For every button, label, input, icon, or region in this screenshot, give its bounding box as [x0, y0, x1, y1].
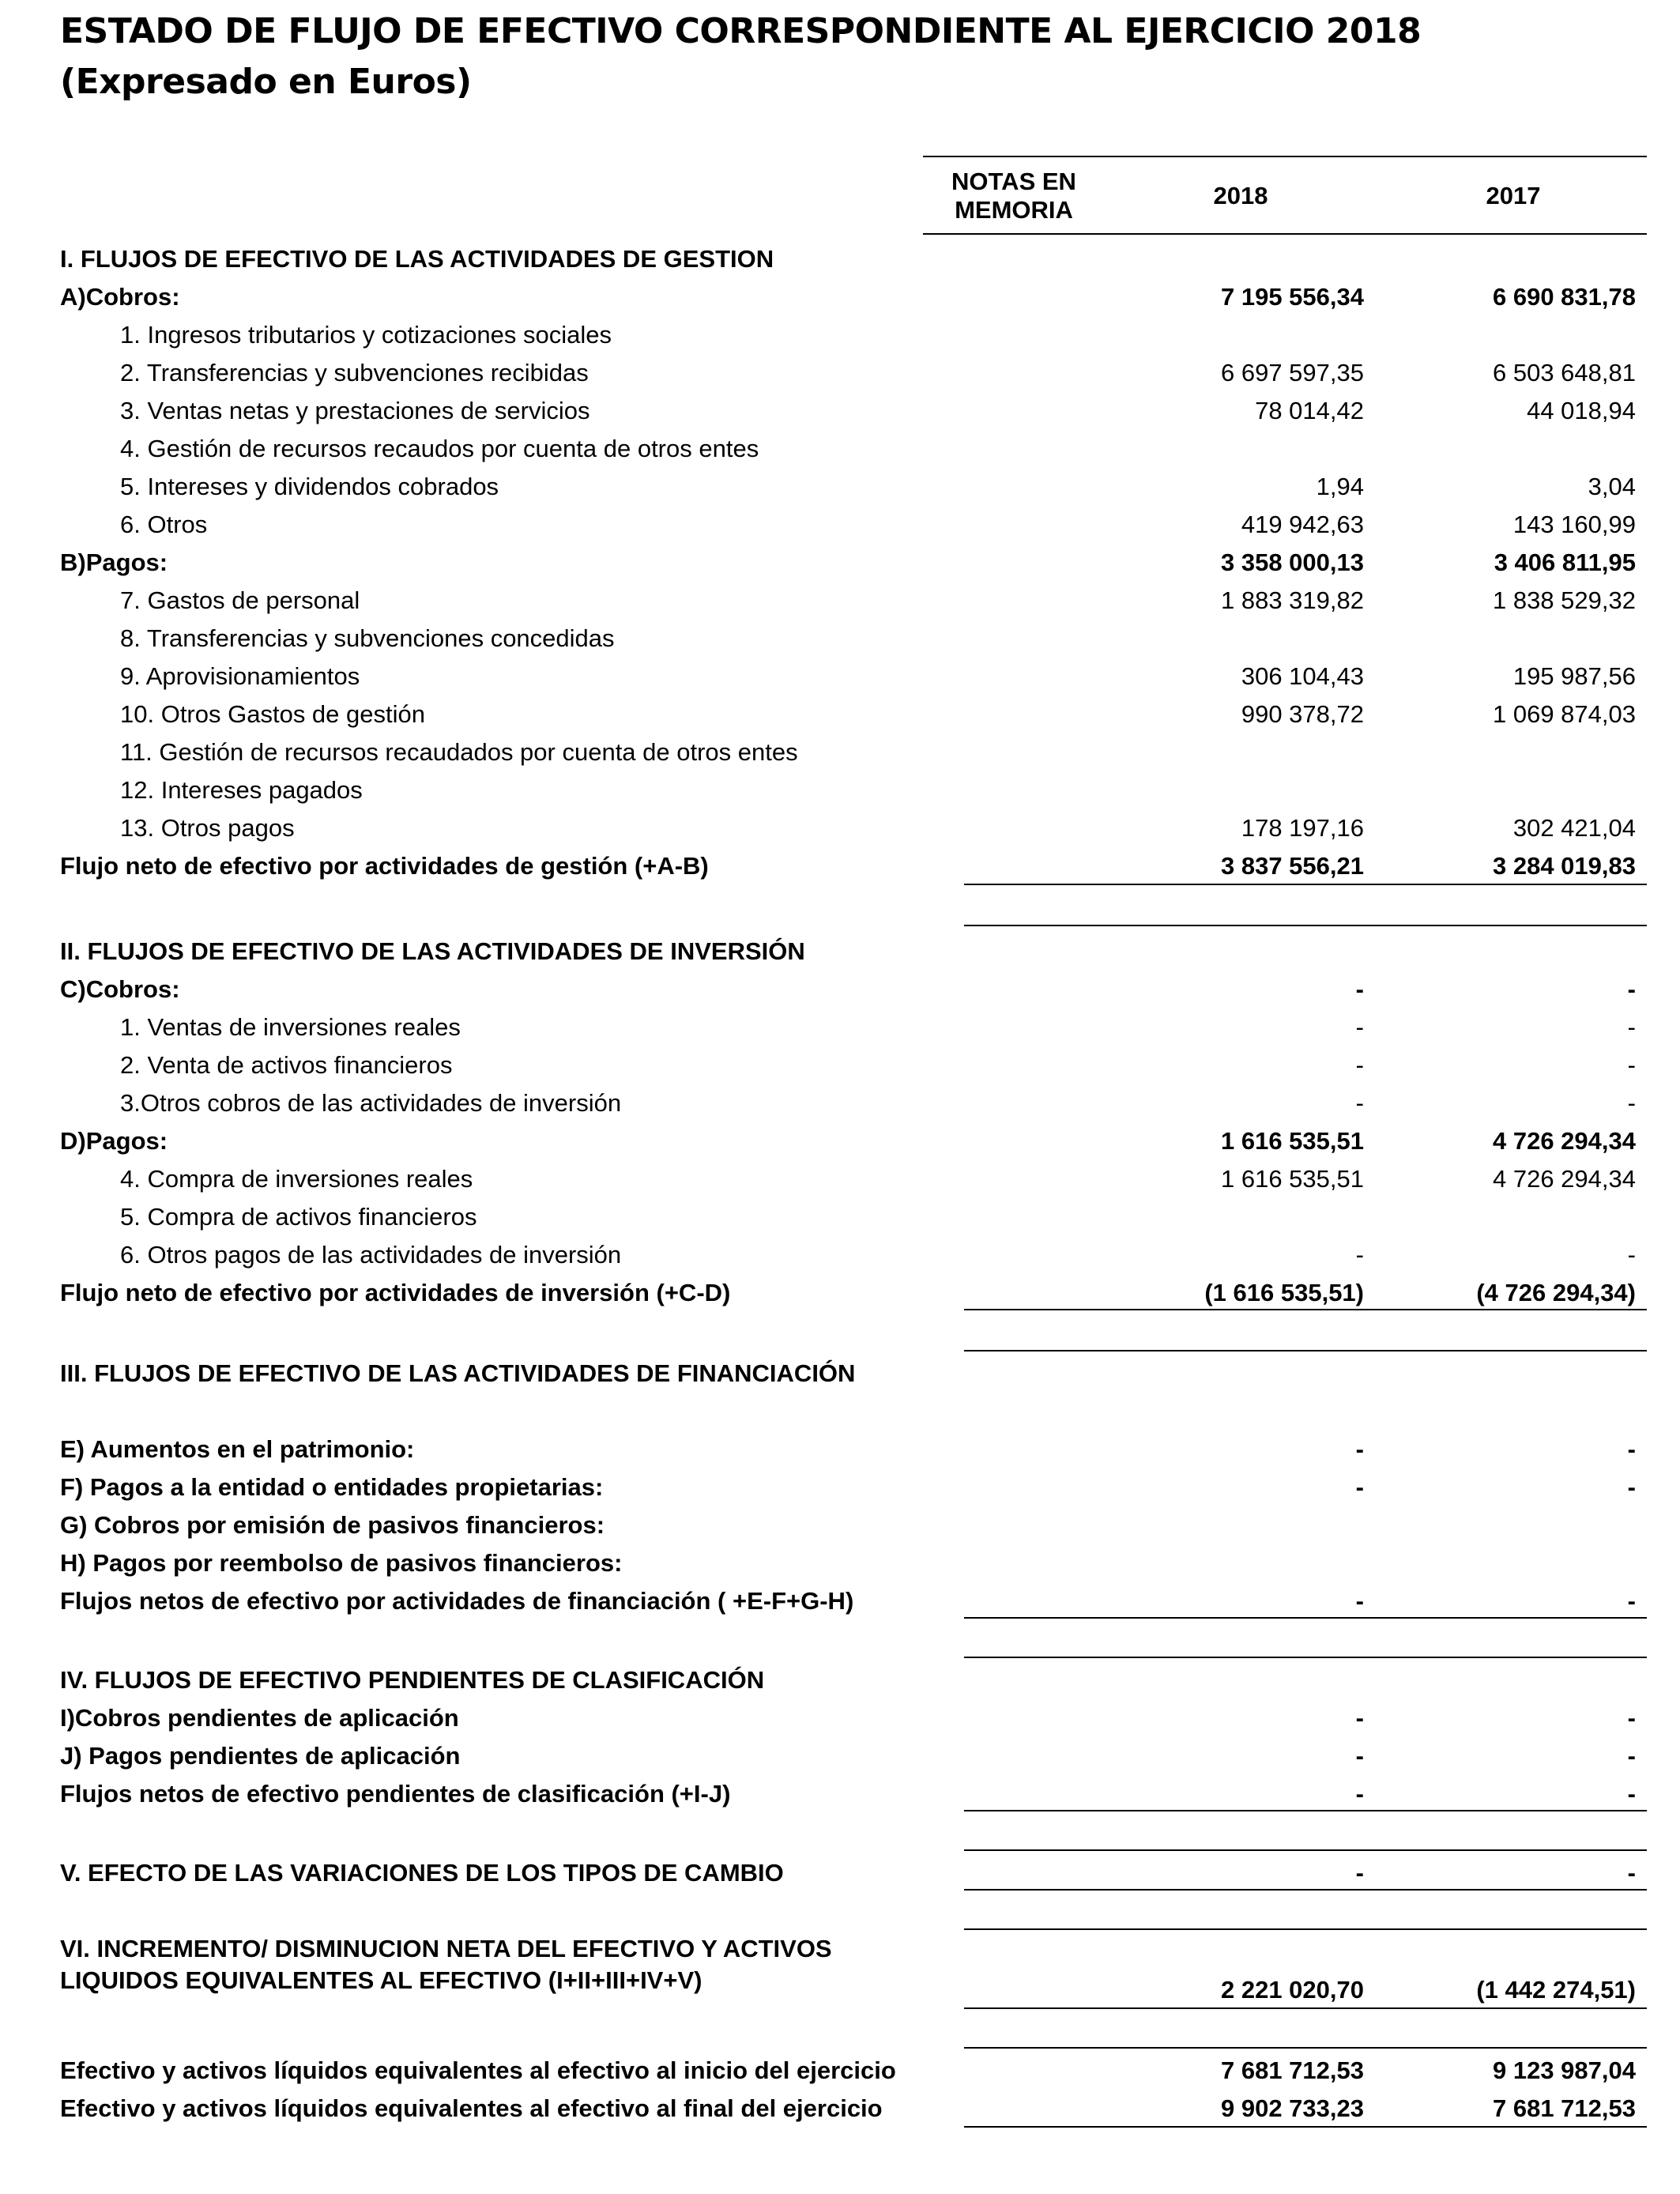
value-2018: 178 197,16: [1241, 814, 1364, 842]
net-change-row: [0, 1933, 1680, 2009]
value-2017: -: [1627, 1013, 1636, 1041]
row-label: 4. Compra de inversiones reales: [120, 1165, 473, 1193]
row-label: D)Pagos:: [60, 1127, 168, 1155]
value-2017: (1 442 274,51): [1476, 1976, 1636, 2004]
final-rule: [964, 2126, 1647, 2128]
statement-row: [0, 240, 1680, 278]
statement-row: [0, 506, 1680, 544]
row-label: 1. Ventas de inversiones reales: [120, 1013, 461, 1041]
statement-row: [0, 933, 1680, 971]
value-2017: -: [1627, 975, 1636, 1003]
value-2018: -: [1355, 1780, 1364, 1808]
notes-header-line-1: NOTAS EN: [951, 168, 1076, 195]
title-line-2: (Expresado en Euros): [60, 62, 472, 102]
statement-row: [0, 696, 1680, 733]
value-2018: 1 616 535,51: [1220, 1127, 1364, 1155]
value-2018: -: [1355, 1435, 1364, 1463]
row-label: G) Cobros por emisión de pasivos financieros:: [60, 1511, 605, 1539]
value-2018: 3 837 556,21: [1220, 852, 1364, 880]
value-2018: 2 221 020,70: [1220, 1976, 1364, 2004]
row-label-line-2: LIQUIDOS EQUIVALENTES AL EFECTIVO (I+II+III+IV+V): [60, 1966, 703, 1994]
statement-row: [0, 430, 1680, 468]
value-2017: 44 018,94: [1527, 397, 1636, 424]
statement-row: [0, 1661, 1680, 1699]
statement-row: [0, 809, 1680, 847]
row-label: 6. Otros pagos de las actividades de inversión: [120, 1241, 622, 1269]
row-label: V. EFECTO DE LAS VARIACIONES DE LOS TIPOS DE CAMBIO: [60, 1859, 784, 1887]
row-label: B)Pagos:: [60, 548, 168, 576]
row-label: 13. Otros pagos: [120, 814, 295, 842]
row-label: 3. Ventas netas y prestaciones de servicios: [120, 397, 590, 424]
notes-header-line-2: MEMORIA: [955, 196, 1073, 224]
value-2017: -: [1627, 1780, 1636, 1808]
value-2017: -: [1627, 1241, 1636, 1269]
row-label: Flujos netos de efectivo pendientes de clasificación (+I-J): [60, 1780, 731, 1808]
row-label: 6. Otros: [120, 511, 208, 538]
row-label: E) Aumentos en el patrimonio:: [60, 1435, 415, 1463]
statement-row: [0, 971, 1680, 1008]
statement-row: [0, 1084, 1680, 1122]
row-label: 12. Intereses pagados: [120, 776, 363, 804]
row-label: J) Pagos pendientes de aplicación: [60, 1742, 461, 1770]
subtotal-rule: [964, 1889, 1647, 1891]
row-label: H) Pagos por reembolso de pasivos financieros:: [60, 1549, 623, 1577]
value-2018: (1 616 535,51): [1204, 1279, 1364, 1306]
row-label: IV. FLUJOS DE EFECTIVO PENDIENTES DE CLASIFICACIÓN: [60, 1666, 765, 1694]
row-label: 9. Aprovisionamientos: [120, 662, 360, 690]
section-rule: [964, 2047, 1647, 2049]
row-label: Efectivo y activos líquidos equivalentes al efectivo al final del ejercicio: [60, 2094, 883, 2122]
statement-row: [0, 1122, 1680, 1160]
value-2018: 1 616 535,51: [1220, 1165, 1364, 1193]
section-rule: [964, 1657, 1647, 1658]
value-2018: 1 883 319,82: [1220, 586, 1364, 614]
statement-row: [0, 354, 1680, 392]
row-label-line-1: VI. INCREMENTO/ DISMINUCION NETA DEL EFECTIVO Y ACTIVOS: [60, 1935, 832, 1962]
value-2017: 6 503 648,81: [1492, 359, 1636, 386]
subtotal-row: [0, 1582, 1680, 1620]
row-label: 10. Otros Gastos de gestión: [120, 700, 425, 728]
section-rule: [964, 1350, 1647, 1351]
value-2017: -: [1627, 1435, 1636, 1463]
value-2018: -: [1355, 1742, 1364, 1770]
value-2017: 1 069 874,03: [1492, 700, 1636, 728]
value-2017: 9 123 987,04: [1492, 2056, 1636, 2084]
statement-row: [0, 620, 1680, 658]
statement-row: [0, 1544, 1680, 1582]
header-bottom-rule: [923, 233, 1647, 235]
statement-row: [0, 1699, 1680, 1737]
header-top-rule: [923, 156, 1647, 157]
value-2018: -: [1355, 1241, 1364, 1269]
row-label: 5. Intereses y dividendos cobrados: [120, 473, 499, 500]
subtotal-rule: [964, 1309, 1647, 1310]
statement-row: [0, 544, 1680, 582]
row-label: III. FLUJOS DE EFECTIVO DE LAS ACTIVIDADES DE FINANCIACIÓN: [60, 1359, 856, 1387]
value-2018: -: [1355, 1704, 1364, 1732]
row-label: I)Cobros pendientes de aplicación: [60, 1704, 459, 1732]
document-title: [60, 6, 1421, 107]
statement-row: [0, 278, 1680, 316]
year-2018-header: 2018: [1213, 182, 1268, 209]
value-2018: 419 942,63: [1241, 511, 1364, 538]
section-rule: [964, 1849, 1647, 1851]
statement-row: [0, 392, 1680, 430]
statement-row: [0, 1236, 1680, 1274]
section-rule: [964, 1928, 1647, 1930]
section-rule: [964, 925, 1647, 926]
statement-row: [0, 2090, 1680, 2128]
subtotal-row: [0, 847, 1680, 885]
year-2017-header: 2017: [1486, 182, 1541, 209]
subtotal-rule: [964, 1617, 1647, 1619]
value-2017: 6 690 831,78: [1492, 283, 1636, 311]
subtotal-row: [0, 1775, 1680, 1813]
value-2018: 7 195 556,34: [1220, 283, 1364, 311]
row-label: 3.Otros cobros de las actividades de inversión: [120, 1089, 622, 1117]
value-2017: -: [1627, 1859, 1636, 1887]
row-label: 1. Ingresos tributarios y cotizaciones sociales: [120, 321, 612, 349]
statement-row: [0, 1008, 1680, 1046]
value-2017: 195 987,56: [1512, 662, 1636, 690]
row-label: C)Cobros:: [60, 975, 180, 1003]
value-2018: -: [1355, 1089, 1364, 1117]
row-label: F) Pagos a la entidad o entidades propietarias:: [60, 1473, 604, 1501]
statement-row: [0, 1737, 1680, 1775]
row-label: 2. Transferencias y subvenciones recibidas: [120, 359, 589, 386]
value-2017: 143 160,99: [1512, 511, 1636, 538]
statement-row: [0, 582, 1680, 620]
statement-row: [0, 1506, 1680, 1544]
subtotal-rule: [964, 884, 1647, 885]
value-2018: 306 104,43: [1241, 662, 1364, 690]
value-2018: 7 681 712,53: [1220, 2056, 1364, 2084]
value-2017: -: [1627, 1742, 1636, 1770]
row-label: II. FLUJOS DE EFECTIVO DE LAS ACTIVIDADES DE INVERSIÓN: [60, 937, 805, 965]
value-2017: -: [1627, 1473, 1636, 1501]
statement-row: [0, 316, 1680, 354]
statement-row: [0, 658, 1680, 696]
value-2017: 3 284 019,83: [1492, 852, 1636, 880]
value-2018: 3 358 000,13: [1220, 548, 1364, 576]
row-label: 2. Venta de activos financieros: [120, 1051, 453, 1079]
statement-row: [0, 771, 1680, 809]
row-label: Flujo neto de efectivo por actividades de inversión (+C-D): [60, 1279, 731, 1306]
value-2018: -: [1355, 975, 1364, 1003]
statement-row: [0, 1160, 1680, 1198]
statement-row: [0, 1355, 1680, 1393]
row-label: 5. Compra de activos financieros: [120, 1203, 477, 1231]
row-label: 4. Gestión de recursos recaudos por cuenta de otros entes: [120, 435, 759, 462]
statement-row: [0, 1431, 1680, 1468]
statement-row: [0, 1468, 1680, 1506]
value-2017: -: [1627, 1587, 1636, 1615]
value-2017: 3 406 811,95: [1494, 548, 1636, 576]
value-2018: 78 014,42: [1255, 397, 1364, 424]
row-label: 11. Gestión de recursos recaudados por cuenta de otros entes: [120, 738, 798, 766]
value-2018: 9 902 733,23: [1220, 2094, 1364, 2122]
statement-row: [0, 2052, 1680, 2090]
row-label: I. FLUJOS DE EFECTIVO DE LAS ACTIVIDADES DE GESTION: [60, 245, 774, 273]
subtotal-rule: [964, 2007, 1647, 2009]
subtotal-row: [0, 1274, 1680, 1312]
title-line-1: ESTADO DE FLUJO DE EFECTIVO CORRESPONDIENTE AL EJERCICIO 2018: [60, 11, 1422, 51]
value-2018: 990 378,72: [1241, 700, 1364, 728]
row-label: [60, 1933, 832, 1996]
notes-column-header: [923, 168, 1105, 224]
value-2017: -: [1627, 1051, 1636, 1079]
row-label: 8. Transferencias y subvenciones concedidas: [120, 624, 615, 652]
value-2017: 7 681 712,53: [1492, 2094, 1636, 2122]
value-2018: -: [1355, 1587, 1364, 1615]
value-2018: 6 697 597,35: [1220, 359, 1364, 386]
value-2017: (4 726 294,34): [1476, 1279, 1636, 1306]
value-2017: -: [1627, 1089, 1636, 1117]
statement-row: [0, 468, 1680, 506]
value-2018: -: [1355, 1473, 1364, 1501]
row-label: A)Cobros:: [60, 283, 180, 311]
value-2017: 4 726 294,34: [1492, 1165, 1636, 1193]
value-2017: 302 421,04: [1512, 814, 1636, 842]
row-label: 7. Gastos de personal: [120, 586, 360, 614]
subtotal-row: [0, 1854, 1680, 1892]
value-2017: 4 726 294,34: [1492, 1127, 1636, 1155]
statement-row: [0, 1046, 1680, 1084]
statement-row: [0, 1198, 1680, 1236]
value-2018: 1,94: [1316, 473, 1364, 500]
subtotal-rule: [964, 1810, 1647, 1811]
value-2018: -: [1355, 1013, 1364, 1041]
value-2018: -: [1355, 1859, 1364, 1887]
row-label: Efectivo y activos líquidos equivalentes al efectivo al inicio del ejercicio: [60, 2056, 896, 2084]
value-2017: 3,04: [1588, 473, 1636, 500]
value-2017: -: [1627, 1704, 1636, 1732]
row-label: Flujos netos de efectivo por actividades de financiación ( +E-F+G-H): [60, 1587, 854, 1615]
value-2018: -: [1355, 1051, 1364, 1079]
row-label: Flujo neto de efectivo por actividades de gestión (+A-B): [60, 852, 709, 880]
value-2017: 1 838 529,32: [1492, 586, 1636, 614]
statement-row: [0, 733, 1680, 771]
